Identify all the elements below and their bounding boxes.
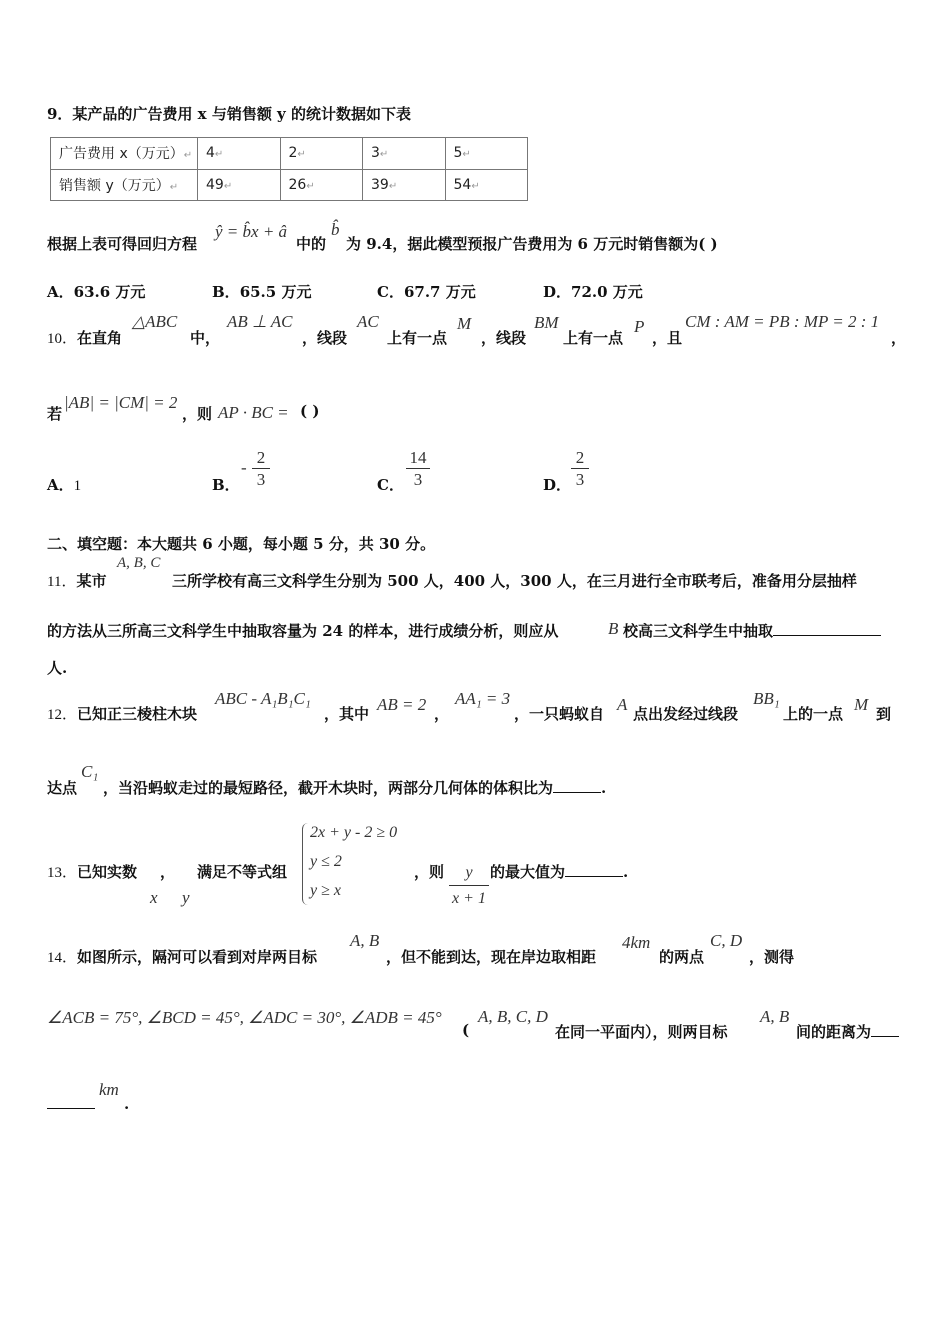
- perp-expr: AB ⊥ AC: [227, 312, 293, 331]
- point-m: M: [457, 314, 472, 333]
- text: ，: [160, 863, 176, 881]
- table-cell: 26↵: [280, 169, 363, 201]
- text: ，且: [652, 329, 683, 347]
- numerator: 14: [409, 448, 427, 467]
- q9-option-a: A．63.6 万元: [47, 283, 146, 301]
- aa1-expr: AA₁ = 3: [455, 689, 511, 708]
- inequality: 2x + y - 2 ≥ 0: [310, 824, 398, 841]
- answer-blank-continued: [47, 1094, 95, 1113]
- prism-expr: ABC - A₁B₁C₁: [215, 689, 311, 708]
- q9-option-c: C．67.7 万元: [377, 283, 476, 301]
- text: (: [462, 1021, 470, 1039]
- var-x: x: [150, 888, 158, 907]
- answer-blank: [773, 621, 881, 636]
- text: ，: [434, 705, 450, 723]
- text: 达点: [47, 779, 78, 797]
- table-row: [51, 169, 528, 201]
- triangle-abc: △ABC: [132, 312, 178, 331]
- text: 中的: [296, 235, 327, 253]
- points-abcd: A, B, C, D: [478, 1007, 548, 1026]
- answer-blank: [565, 862, 623, 877]
- text: 上有一点: [387, 329, 448, 347]
- numerator: 2: [256, 448, 266, 467]
- text: 校高三文科学生中抽取: [623, 620, 881, 641]
- table-cell: 39↵: [363, 169, 446, 201]
- points-cd: C, D: [710, 931, 743, 950]
- segment-bm: BM: [534, 313, 559, 332]
- point-m: M: [854, 695, 869, 714]
- minus-sign: -: [241, 458, 247, 477]
- point-c1: C₁: [81, 762, 99, 781]
- text: 若: [47, 405, 63, 423]
- q9-stem: 9．某产品的广告费用 x 与销售额 y 的统计数据如下表: [47, 105, 411, 123]
- point-a: A: [617, 695, 628, 714]
- norm-expr: |AB| = |CM| = 2: [64, 393, 178, 412]
- table-header-cell: 销售额 y（万元）↵: [51, 169, 198, 201]
- q10-option-d-label: D．: [543, 476, 572, 494]
- text: 到: [876, 705, 892, 723]
- q9-data-table: [50, 137, 528, 201]
- table-cell: 2↵: [280, 138, 363, 170]
- targets-ab: A, B: [760, 1007, 790, 1026]
- text: 三所学校有高三文科学生分别为 500 人，400 人，300 人，在三月进行全市联考后，准备用分层抽样: [172, 572, 857, 590]
- text: ，测得: [749, 948, 795, 966]
- text: 的最大值为 .: [490, 863, 629, 881]
- text: 为 9.4，据此模型预报广告费用为 6 万元时销售额为( ): [346, 235, 718, 253]
- fraction: [252, 448, 270, 491]
- ratio-expr: CM : AM = PB : MP = 2 : 1: [685, 312, 880, 331]
- text: ，其中: [324, 705, 370, 723]
- numerator: 2: [575, 448, 585, 467]
- q14-num: 14．如图所示，隔河可以看到对岸两目标: [47, 948, 318, 966]
- text: ，当沿蚂蚁走过的最短路径，截开木块时，两部分几何体的体积比为 .: [103, 779, 607, 797]
- segment-bb1: BB₁: [753, 689, 780, 708]
- schools-abc: A, B, C: [117, 555, 161, 571]
- text: ，一只蚂蚁自: [514, 705, 605, 723]
- answer-blank: [553, 778, 601, 793]
- text: ，: [891, 329, 907, 347]
- q9-line2: [47, 233, 197, 254]
- q13-num: 13．已知实数: [47, 863, 138, 881]
- fraction: [406, 448, 430, 491]
- q9-option-d: D．72.0 万元: [543, 283, 643, 301]
- answer-blank: [871, 1022, 899, 1037]
- table-cell: 5↵: [445, 138, 528, 170]
- text: 在同一平面内），则两目标: [555, 1023, 728, 1041]
- q10-option-a: A．1: [47, 476, 82, 494]
- inequality: y ≥ x: [310, 882, 341, 899]
- dot-product: AP · BC =: [218, 403, 289, 422]
- var-y: y: [182, 888, 190, 907]
- targets-ab: A, B: [350, 931, 380, 950]
- b-hat: b̂: [331, 220, 340, 239]
- table-cell: 54↵: [445, 169, 528, 201]
- inequality: y ≤ 2: [310, 853, 342, 870]
- numerator: y: [465, 864, 473, 881]
- table-header-cell: 广告费用 x（万元）↵: [51, 138, 198, 170]
- text: .: [124, 1095, 130, 1113]
- text: 间的距离为: [796, 1021, 899, 1042]
- q12-num: 12．已知正三棱柱木块: [47, 705, 198, 723]
- unit-km: km: [99, 1080, 119, 1099]
- text: 满足不等式组: [197, 863, 288, 881]
- q9-option-b: B．65.5 万元: [212, 283, 312, 301]
- text: 根据上表可得回归方程: [47, 235, 198, 253]
- text: ，则: [182, 405, 213, 423]
- segment-ac: AC: [357, 312, 379, 331]
- text: 的两点: [659, 948, 705, 966]
- ab-expr: AB = 2: [377, 695, 427, 714]
- denominator: 3: [571, 468, 589, 491]
- table-cell: 3↵: [363, 138, 446, 170]
- text: ，线段: [481, 329, 527, 347]
- angle-measurements: ∠ACB = 75°, ∠BCD = 45°, ∠ADC = 30°, ∠ADB = 45°: [47, 1008, 442, 1027]
- school-b: B: [608, 619, 619, 638]
- text: 的方法从三所高三文科学生中抽取容量为 24 的样本，进行成绩分析，则应从: [47, 622, 559, 640]
- text: 上的一点: [783, 705, 844, 723]
- text: ，线段: [302, 329, 348, 347]
- q10-option-c-label: C．: [377, 476, 404, 494]
- distance: 4km: [622, 933, 651, 952]
- text: ，则: [414, 863, 445, 881]
- denominator: 3: [406, 468, 430, 491]
- text: 人.: [47, 659, 68, 677]
- text: ，但不能到达，现在岸边取相距: [386, 948, 597, 966]
- table-row: [51, 138, 528, 170]
- q11-num: 11．某市: [47, 572, 107, 590]
- q10-option-b-label: B．: [212, 476, 240, 494]
- text: 中，: [190, 329, 221, 347]
- denominator: x + 1: [449, 885, 489, 912]
- denominator: 3: [252, 468, 270, 491]
- regression-equation: ŷ = b̂x + â: [215, 222, 288, 241]
- q10-num: 10．在直角: [47, 329, 123, 347]
- fraction: [449, 861, 489, 912]
- point-p: P: [634, 317, 645, 336]
- fraction: [571, 448, 589, 491]
- text: 上有一点: [563, 329, 624, 347]
- section-heading: 二、填空题：本大题共 6 小题，每小题 5 分，共 30 分。: [47, 535, 436, 553]
- table-cell: 4↵: [198, 138, 281, 170]
- text: 点出发经过线段: [633, 705, 739, 723]
- text: ( ): [300, 402, 320, 420]
- table-cell: 49↵: [198, 169, 281, 201]
